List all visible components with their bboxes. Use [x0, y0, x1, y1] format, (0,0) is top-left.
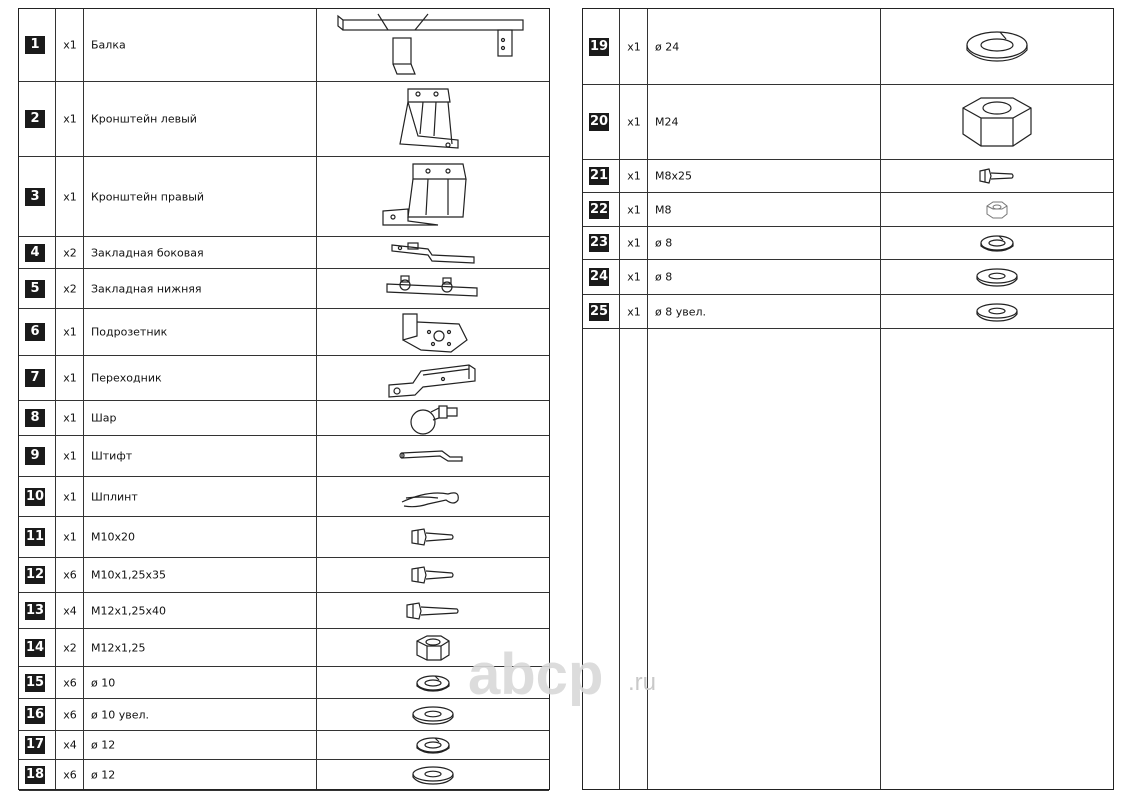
part-number: 4: [25, 244, 45, 262]
part-name: ø 10 увел.: [91, 708, 150, 721]
part-row: [583, 227, 1113, 260]
part-name: Балка: [91, 38, 126, 52]
bracket-right-icon: [316, 157, 549, 236]
side-plate-icon: [316, 237, 549, 268]
part-quantity: x1: [627, 169, 641, 183]
flat-washer-icon: [316, 760, 549, 790]
part-row: [19, 558, 549, 593]
part-quantity: x1: [63, 190, 77, 203]
part-number: 14: [26, 639, 45, 655]
bottom-plate-icon: [316, 269, 549, 308]
part-row: [583, 193, 1113, 227]
part-quantity: x1: [63, 38, 77, 52]
bracket-left-icon: [316, 82, 549, 156]
part-quantity: x1: [627, 270, 641, 284]
flat-washer-icon: [880, 260, 1113, 294]
part-quantity: x6: [63, 676, 77, 689]
part-number: 23: [590, 235, 609, 250]
part-quantity: x1: [627, 115, 641, 129]
part-name: ø 8: [655, 270, 673, 284]
part-quantity: x2: [63, 641, 77, 654]
part-name: M10x20: [91, 530, 135, 544]
part-name: M12x1,25: [91, 641, 146, 654]
part-quantity: x1: [627, 40, 641, 53]
svg-text:.ru: .ru: [628, 669, 657, 696]
part-name: ø 8 увел.: [655, 305, 707, 318]
part-quantity: x1: [627, 236, 641, 250]
part-row: [19, 9, 549, 82]
part-row: [19, 593, 549, 629]
part-name: Кронштейн левый: [91, 112, 197, 126]
abcp-watermark: [468, 646, 688, 706]
part-number: 17: [26, 737, 45, 752]
part-row: [19, 82, 549, 157]
part-quantity: x1: [627, 203, 641, 216]
part-name: ø 12: [91, 768, 116, 782]
part-quantity: x2: [63, 282, 77, 295]
part-row: [19, 157, 549, 237]
part-name: ø 24: [655, 40, 680, 53]
part-name: M12x1,25x40: [91, 604, 166, 617]
part-row: [583, 85, 1113, 160]
part-quantity: x2: [63, 246, 77, 259]
adapter-icon: [316, 356, 549, 400]
part-row: [19, 760, 549, 791]
part-number: 6: [25, 323, 45, 341]
part-row: [19, 401, 549, 436]
part-row: [19, 237, 549, 269]
part-quantity: x4: [63, 738, 77, 752]
part-number: 25: [590, 303, 609, 319]
part-row: [19, 309, 549, 356]
bolt-icon: [316, 517, 549, 557]
part-row: [19, 477, 549, 517]
nut-large-icon: [880, 85, 1113, 159]
part-quantity: x1: [63, 530, 77, 544]
part-quantity: x6: [63, 768, 77, 782]
part-row: [19, 517, 549, 558]
part-quantity: x1: [63, 490, 77, 503]
part-quantity: x6: [63, 708, 77, 721]
part-number: 20: [590, 114, 609, 129]
tow-ball-icon: [316, 401, 549, 435]
part-number: 11: [26, 529, 45, 544]
part-number: 16: [26, 706, 45, 722]
part-name: ø 8: [655, 236, 673, 250]
part-quantity: x1: [63, 411, 77, 425]
part-row: [19, 356, 549, 401]
part-row: [19, 436, 549, 477]
part-quantity: x1: [63, 371, 77, 385]
beam-icon: [316, 9, 549, 81]
part-name: M24: [655, 115, 679, 129]
part-name: M10x1,25x35: [91, 568, 166, 582]
part-name: Переходник: [91, 371, 162, 385]
flat-washer-icon: [880, 295, 1113, 328]
part-name: Шплинт: [91, 490, 138, 503]
bolt-long-icon: [316, 593, 549, 628]
part-number: 18: [26, 767, 45, 782]
part-row: [583, 295, 1113, 329]
part-quantity: x1: [627, 305, 641, 318]
part-number: 21: [590, 168, 609, 183]
part-number: 5: [25, 280, 45, 298]
part-row: [19, 731, 549, 760]
part-number: 19: [590, 38, 609, 54]
part-name: ø 12: [91, 738, 116, 752]
bolt-icon: [316, 558, 549, 592]
part-row: [583, 9, 1113, 85]
part-number: 13: [26, 602, 45, 618]
part-row: [583, 160, 1113, 193]
part-number: 2: [25, 110, 45, 128]
bolt-small-icon: [880, 160, 1113, 192]
nut-small-icon: [880, 193, 1113, 226]
part-row: [583, 260, 1113, 295]
part-quantity: x6: [63, 568, 77, 582]
svg-text:abcp: abcp: [468, 646, 604, 706]
pin-icon: [316, 436, 549, 476]
part-quantity: x1: [63, 112, 77, 126]
part-number: 24: [590, 269, 609, 284]
socket-bracket-icon: [316, 309, 549, 355]
spring-washer-large-icon: [880, 9, 1113, 84]
part-name: ø 10: [91, 676, 116, 689]
part-name: Кронштейн правый: [91, 190, 205, 203]
spring-washer-icon: [880, 227, 1113, 259]
part-name: M8x25: [655, 169, 692, 183]
empty-row: [583, 329, 1113, 791]
part-row: [19, 269, 549, 309]
part-name: Штифт: [91, 449, 133, 463]
part-number: 10: [26, 488, 45, 504]
part-number: 15: [26, 674, 45, 690]
part-number: 7: [25, 369, 45, 387]
part-name: Закладная боковая: [91, 246, 204, 259]
part-name: Шар: [91, 411, 117, 425]
part-quantity: x1: [63, 325, 77, 339]
part-number: 1: [25, 36, 45, 54]
part-number: 22: [590, 201, 609, 217]
spring-washer-icon: [316, 731, 549, 759]
part-name: Подрозетник: [91, 325, 168, 339]
part-number: 8: [25, 409, 45, 427]
part-quantity: x1: [63, 449, 77, 463]
part-number: 3: [25, 188, 45, 206]
part-name: M8: [655, 203, 672, 216]
part-number: 12: [26, 567, 45, 582]
part-name: Закладная нижняя: [91, 282, 202, 295]
part-quantity: x4: [63, 604, 77, 617]
part-number: 9: [25, 447, 45, 465]
cotter-pin-icon: [316, 477, 549, 516]
